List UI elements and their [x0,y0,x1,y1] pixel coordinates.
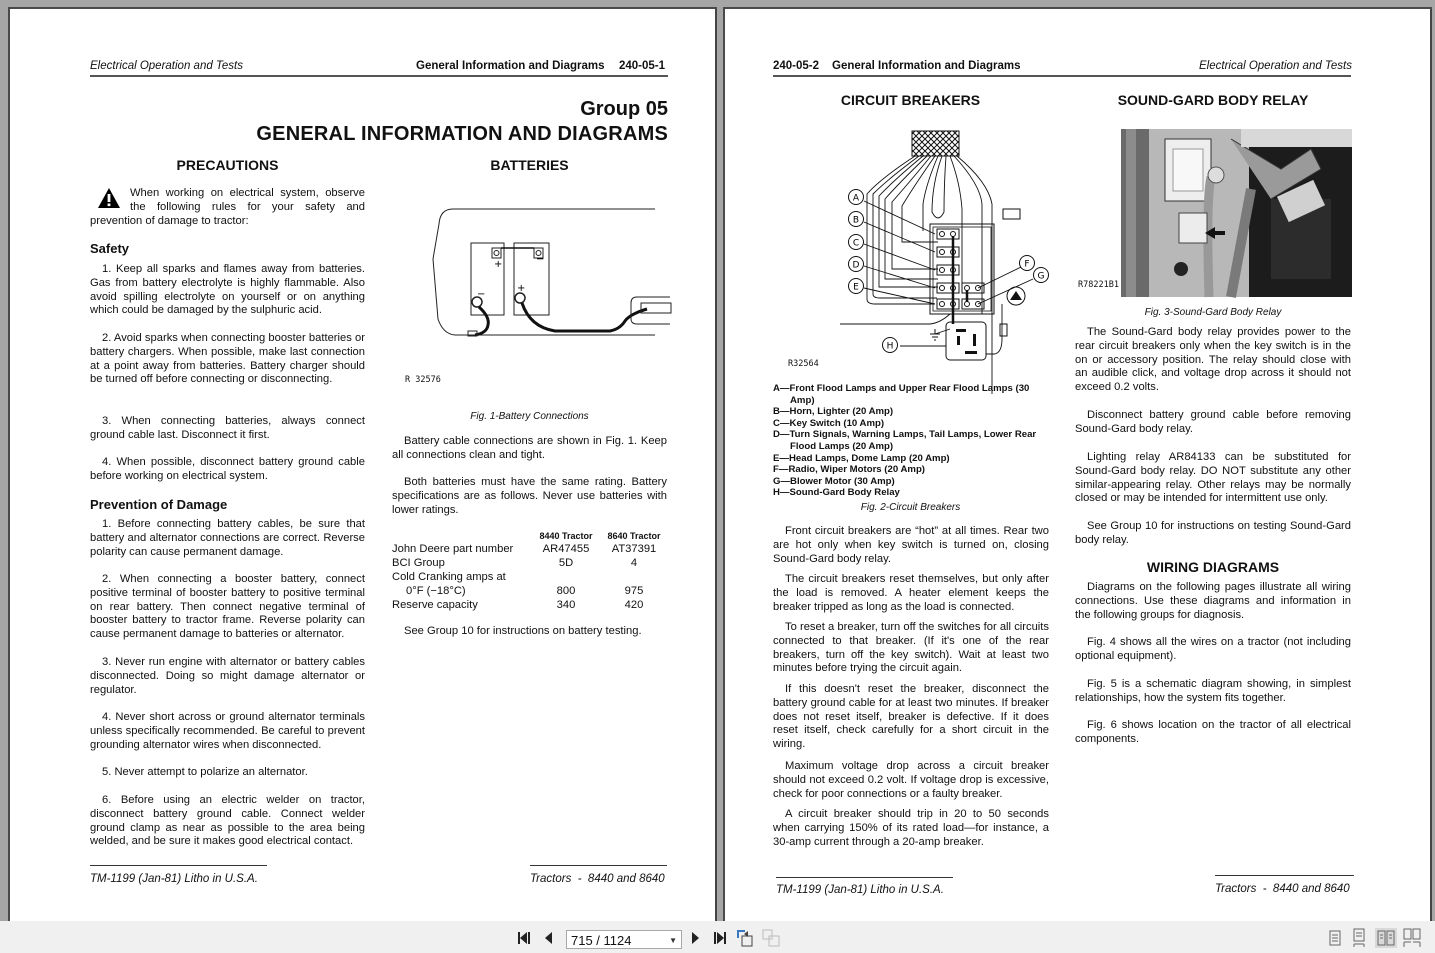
breakers-para: If this doesn't reset the breaker, disconnect the battery ground cable for at least two minutes. If breaker does not reset itself, breaker is defective. If it does reset itself, check carefully for a short circuit in the wiring. [773,683,1049,751]
relay-para: The Sound-Gard body relay provides power to the rear circuit breakers only when the key switch is in the on or accessory position. The relay should close with an audible click, and voltage drop across it should not exceed 0.2 volts. [1075,326,1351,394]
precautions-heading: PRECAUTIONS [176,157,279,173]
row-value-8440 [532,570,600,584]
label-c: C [852,238,860,249]
next-page-button[interactable] [688,929,702,947]
legend-item: A—Front Flood Lamps and Upper Rear Flood Lamps (30 Amp) [773,383,1030,406]
right-footer-model: Tractors - 8440 and 8640 [1215,883,1350,895]
row-label: 0°F (−18°C) [406,585,466,597]
row-label: Reserve capacity [392,599,478,611]
col-8640: 8640 Tractor [607,531,661,541]
left-footer-code: TM-1199 (Jan-81) Litho in U.S.A. [90,873,258,885]
label-b: B [852,215,860,226]
relay-heading: SOUND-GARD BODY RELAY [1117,92,1309,108]
plus-label: + [494,259,503,270]
breakers-para: The circuit breakers reset themselves, but only after the load is removed. A heater element keeps the breaker tripped as long as the load is connected. [773,573,1049,613]
damage-item: 5. Never attempt to polarize an alternator. [102,766,308,778]
table-row [392,584,668,598]
forward-view-button[interactable] [762,929,780,947]
batteries-para-1: Battery cable connections are shown in Fig. 1. Keep all connections clean and tight. [392,435,667,461]
row-value-8640: AT37391 [611,543,657,555]
fig3-code: R78221B1 [1078,280,1119,290]
back-view-button[interactable] [736,929,754,947]
relay-para: Lighting relay AR84133 can be substituted for Sound-Gard body relay. DO NOT substitute any other similar-appearing relay. Other relays may be normally closed or may be intended for intermittent use only. [1075,451,1351,505]
right-page [723,7,1432,923]
batteries-para-3: See Group 10 for instructions on battery testing. [404,625,642,637]
prevention-heading: Prevention of Damage [90,497,228,512]
right-header-section: Electrical Operation and Tests [1199,60,1352,72]
label-a: A [852,193,860,204]
legend-item: F—Radio, Wiper Motors (20 Amp) [773,464,925,476]
left-header-page-number: 240-05-1 [619,60,666,72]
table-row [392,542,668,556]
row-value-8640: 4 [630,557,638,569]
batteries-heading: BATTERIES [490,157,569,173]
precautions-intro [90,187,365,228]
last-page-button[interactable] [710,929,728,947]
footer-rule [530,865,667,866]
left-page [8,7,717,923]
table-row [392,598,668,612]
damage-item: 4. Never short across or ground alternator terminals unless specifically recommended. Be careful to prevent grounding alternator wires when disconnected. [90,711,365,751]
footer-rule [1215,875,1354,876]
label-d: D [852,260,860,271]
row-label: Cold Cranking amps at [392,571,506,583]
legend-item: B—Horn, Lighter (20 Amp) [773,406,894,418]
battery-connections-figure [395,199,670,339]
col-8440: 8440 Tractor [539,531,593,541]
breakers-para: Front circuit breakers are “hot” at all times. Rear two are hot only when key switch is turned on, closing Sound-Gard body relay. [773,525,1049,565]
back-view-icon [736,929,754,947]
row-label: BCI Group [392,557,445,569]
right-footer-code: TM-1199 (Jan-81) Litho in U.S.A. [776,884,944,896]
damage-item: 1. Before connecting battery cables, be sure that battery and alternator connections are correct. Reverse polarity can cause permanent damage. [90,518,365,558]
legend-item: H—Sound-Gard Body Relay [773,487,900,499]
legend-item: C—Key Switch (10 Amp) [773,417,885,429]
batteries-para-2: Both batteries must have the same rating. Battery specifications are as follows. Never use batteries with lower ratings. [392,476,667,516]
previous-page-button[interactable] [542,929,556,947]
breakers-para: Maximum voltage drop across a circuit breaker should not exceed 0.2 volt. If voltage drop is excessive, check for poor connections or a faulty breaker. [773,760,1049,800]
first-page-button[interactable] [516,929,534,947]
table-header-row [392,530,668,542]
row-value-8640: 420 [624,599,644,611]
safety-item: 2. Avoid sparks when connecting booster batteries or battery chargers. When possible, make last connection at a point away from batteries. Battery charger should be turned off before connecting or disconnecting. [90,332,365,386]
legend-item: D—Turn Signals, Warning Lamps, Tail Lamps, Lower Rear Flood Lamps (20 Amp) [773,429,1037,452]
fig1-caption: Fig. 1-Battery Connections [470,411,589,422]
damage-item: 2. When connecting a booster battery, connect positive terminal of booster battery to positive terminal on rear battery. Then connect negative terminal of booster battery to tractor frame. Reverse polarity can cause permanent damage to batteries or alternator. [90,573,365,641]
header-rule [773,75,1351,77]
left-footer-model: Tractors - 8440 and 8640 [530,873,665,885]
relay-para: Disconnect battery ground cable before removing Sound-Gard body relay. [1075,409,1351,435]
page-number-select[interactable] [566,930,682,949]
last-page-icon [711,931,727,945]
facing-pages-icon [1377,930,1395,946]
relay-para: See Group 10 for instructions on testing Sound-Gard body relay. [1075,520,1351,546]
circuit-breaker-legend [773,383,1051,499]
row-value-8440: 340 [556,599,576,611]
label-f: F [1024,259,1030,270]
footer-rule [90,865,267,866]
breakers-para: A circuit breaker should trip in 20 to 50 seconds when carrying 150% of its rated load—for instance, a 30-amp current through a 20-amp breaker. [773,808,1049,848]
footer-rule [776,877,953,878]
legend-item: G—Blower Motor (30 Amp) [773,475,895,487]
first-page-icon [517,931,533,945]
wiring-para: Diagrams on the following pages illustrate all wiring connections. Use these diagrams and information in the following groups for diagnosis. [1075,581,1351,621]
fig2-code: R32564 [788,359,819,369]
row-value-8640: 975 [624,585,644,597]
sound-gard-relay-photo [1121,129,1352,297]
group-number: Group 05 [580,98,668,120]
facing-pages-view-button[interactable] [1375,928,1397,948]
viewer-toolbar [0,921,1435,953]
header-rule [90,75,668,77]
label-g: G [1037,271,1045,282]
continuous-facing-icon [1403,929,1421,947]
single-page-view-button[interactable] [1328,929,1342,947]
table-row [392,570,668,584]
battery-spec-table [392,530,668,612]
prev-page-icon [544,931,554,945]
row-value-8440: AR47455 [542,543,590,555]
safety-item: 4. When possible, disconnect battery ground cable before working on electrical system. [90,456,365,482]
precautions-intro-text: When working on electrical system, observe the following rules for your safety and prevention of damage to tractor: [90,187,365,227]
minus-label: − [536,254,545,265]
row-value-8640 [600,570,668,584]
fig1-code: R 32576 [405,375,441,385]
table-row [392,556,668,570]
page-indicator: 715 / 1124 [571,933,632,948]
safety-item: 1. Keep all sparks and flames away from batteries. Gas from battery electrolyte is highly flammable. Also avoid spilling electrolyte on yourself or on anything which could be damaged by the sulphuric acid. [90,263,365,317]
page-title: GENERAL INFORMATION AND DIAGRAMS [256,123,668,145]
damage-item: 3. Never run engine with alternator or battery cables disconnected. Doing so might damage alternator or regulator. [90,656,365,696]
wiring-para: Fig. 6 shows location on the tractor of all electrical components. [1075,719,1351,745]
legend-item: E—Head Lamps, Dome Lamp (20 Amp) [773,452,950,464]
left-header-title: General Information and Diagrams [416,60,605,72]
single-page-icon [1329,930,1341,946]
safety-heading: Safety [90,241,130,256]
right-header-page-number: 240-05-2 [773,60,820,72]
minus-label: − [477,289,486,300]
label-h: H [886,341,894,352]
continuous-page-icon [1353,929,1365,947]
chevron-down-icon: ▼ [669,936,677,945]
icon-spacer [90,187,130,213]
damage-item: 6. Before using an electric welder on tractor, disconnect battery ground cable. Connect welder ground clamp as near as possible to the area being welded, and be sure it makes good electrical contact. [90,794,365,848]
fig2-caption: Fig. 2-Circuit Breakers [860,502,961,513]
row-label: John Deere part number [392,543,514,555]
left-header-section: Electrical Operation and Tests [90,60,243,72]
fig3-caption: Fig. 3-Sound-Gard Body Relay [1144,307,1282,318]
circuit-breakers-heading: CIRCUIT BREAKERS [840,92,981,108]
wiring-para: Fig. 4 shows all the wires on a tractor (not including optional equipment). [1075,636,1351,662]
plus-label: + [517,283,526,294]
wiring-heading: WIRING DIAGRAMS [1146,559,1280,575]
right-header-title: General Information and Diagrams [832,60,1021,72]
forward-view-icon [762,929,780,947]
continuous-view-button[interactable] [1352,929,1366,947]
safety-item: 3. When connecting batteries, always connect ground cable last. Disconnect it first. [90,415,365,441]
wire-harness [912,131,959,156]
label-e: E [853,282,859,293]
circuit-breakers-figure [820,124,1045,359]
wiring-para: Fig. 5 is a schematic diagram showing, in simplest relationships, how the system fits together. [1075,678,1351,704]
continuous-facing-view-button[interactable] [1403,929,1421,947]
row-value-8440: 5D [558,557,574,569]
breakers-para: To reset a breaker, turn off the switches for all circuits connected to that breaker. (If it's one of the rear breakers, turn off the key switch). Wait at least two minutes before trying the circuit again. [773,621,1049,675]
next-page-icon [690,931,700,945]
row-value-8440: 800 [556,585,576,597]
